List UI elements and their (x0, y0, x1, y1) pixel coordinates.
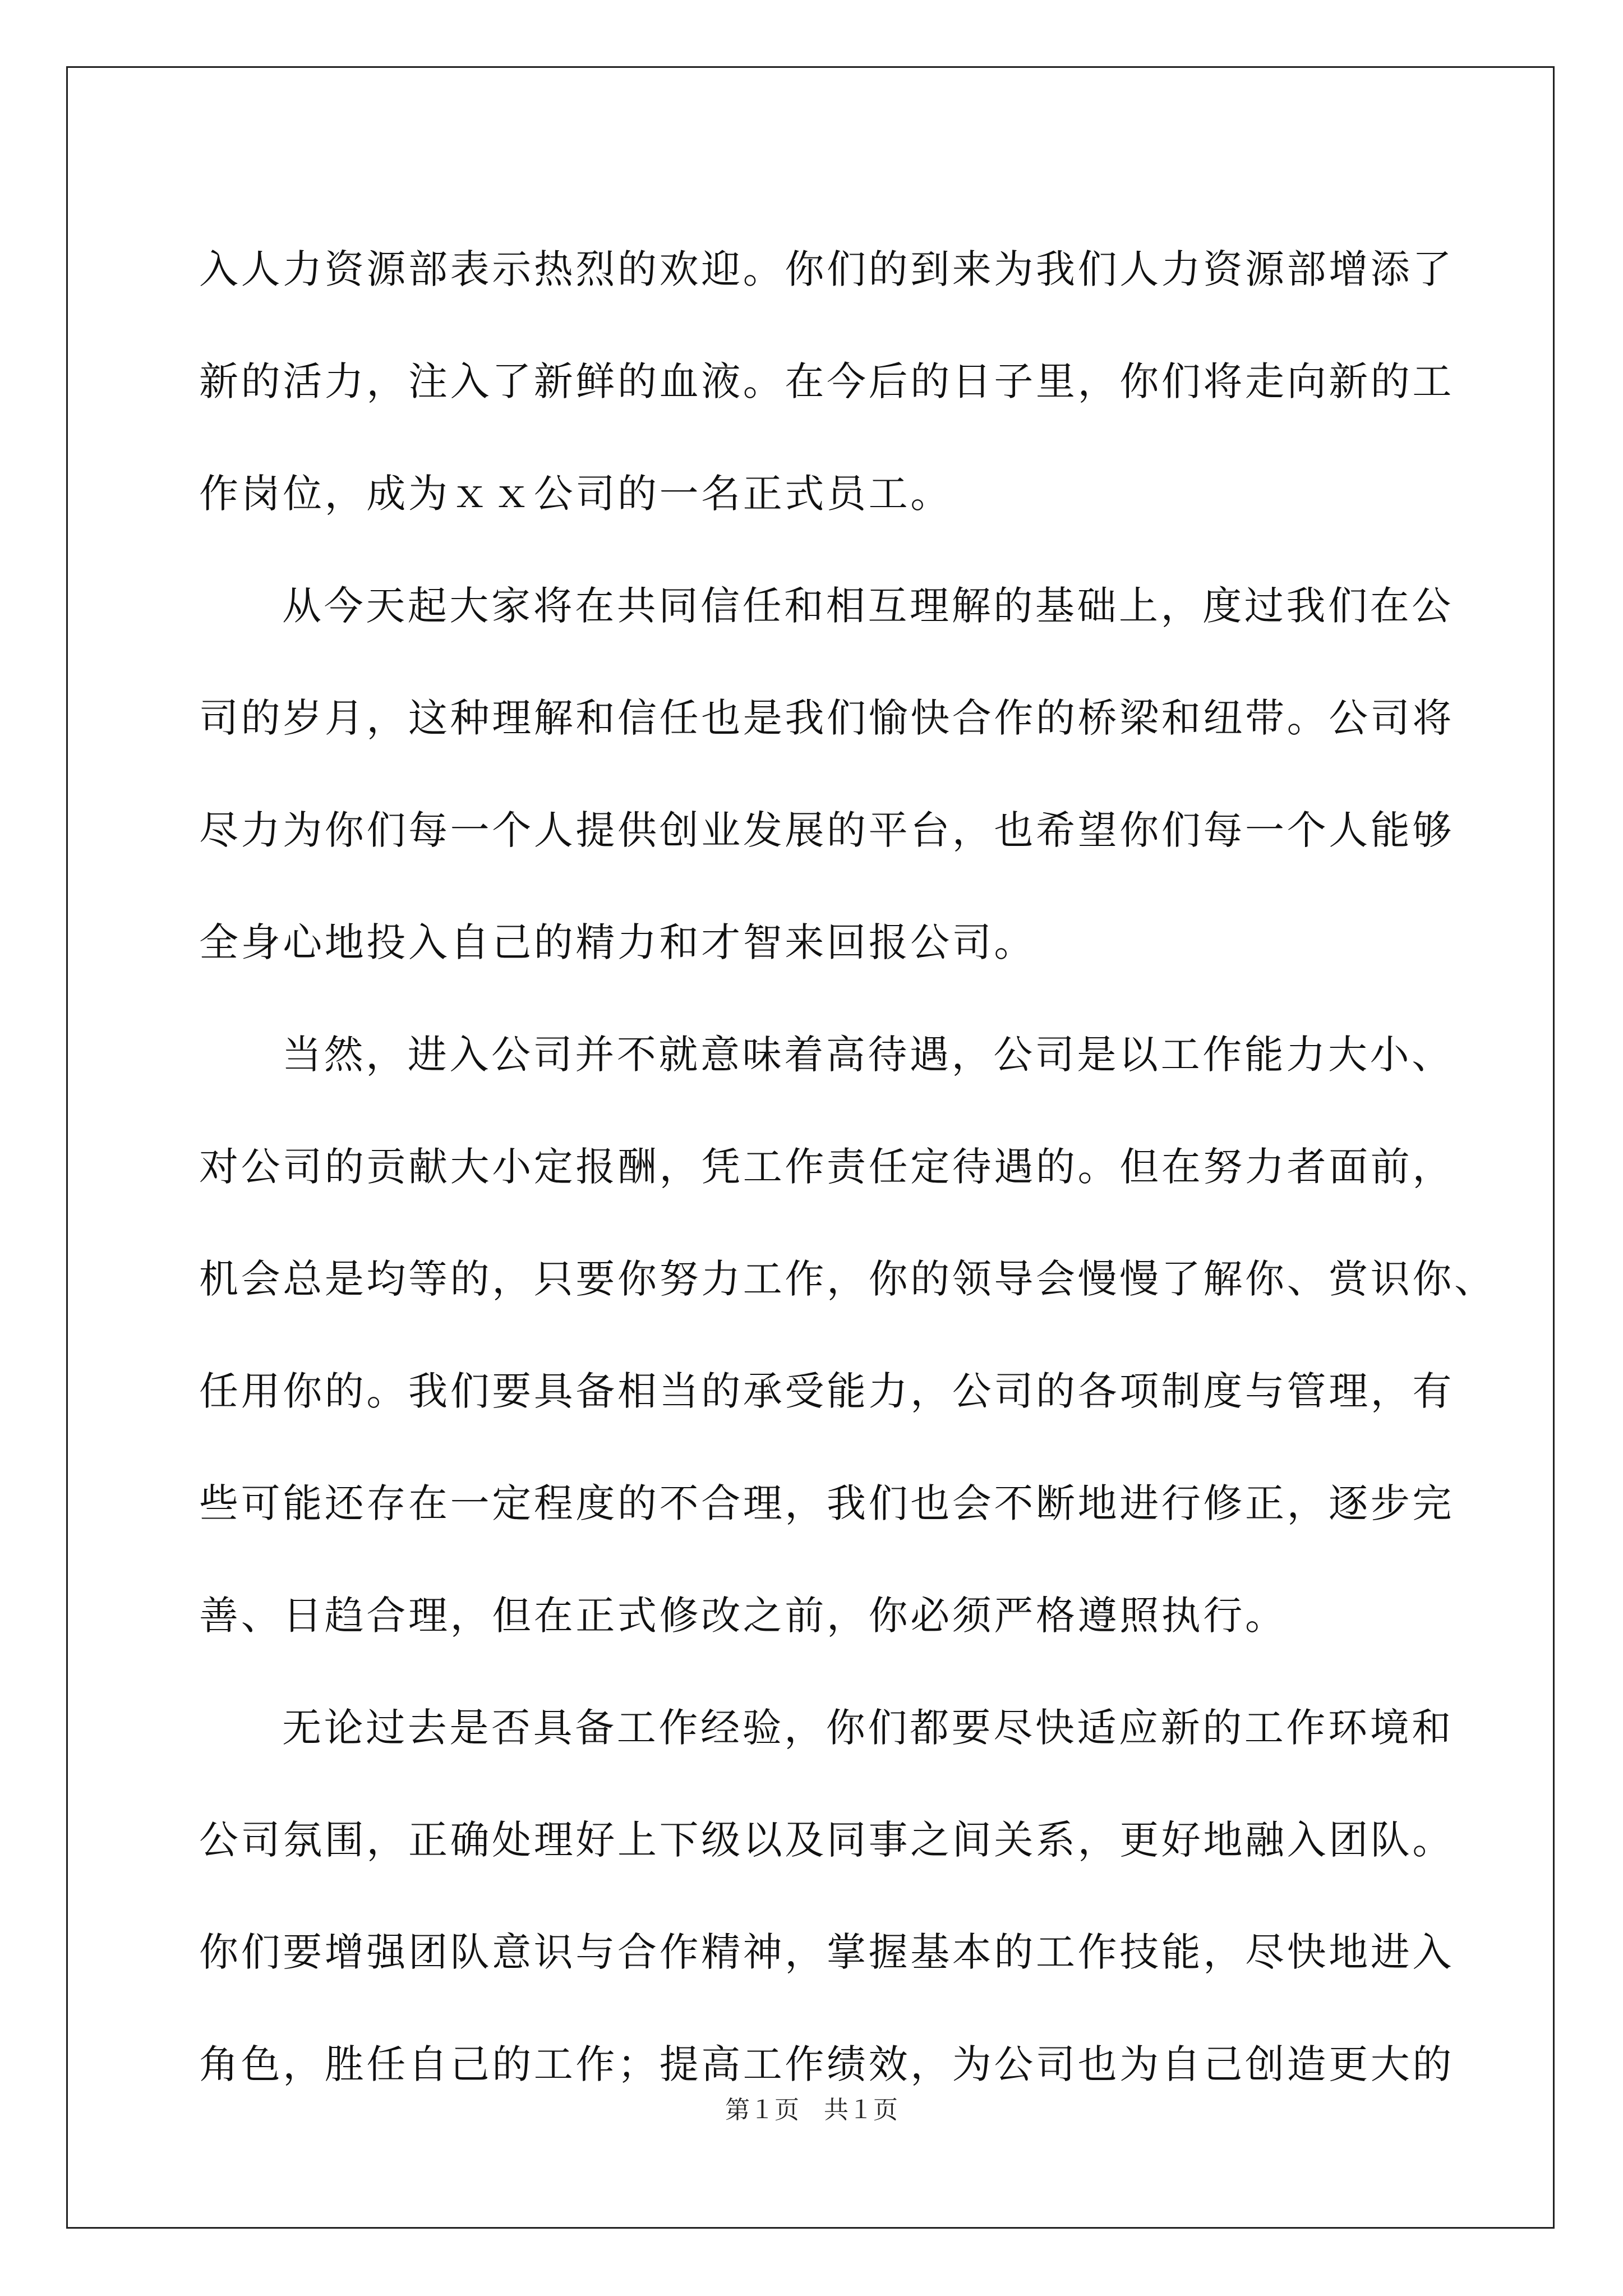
text-line: 作岗位，成为ｘｘ公司的一名正式员工。 (199, 471, 952, 517)
text-line: 公司氛围，正确处理好上下级以及同事之间关系，更好地融入团队。 (199, 1817, 1454, 1863)
text-line: 当然，进入公司并不就意味着高待遇，公司是以工作能力大小、 (282, 1032, 1454, 1078)
text-line: 新的活力，注入了新鲜的血液。在今后的日子里，你们将走向新的工 (199, 358, 1454, 404)
text-line: 对公司的贡献大小定报酬，凭工作责任定待遇的。但在努力者面前， (199, 1144, 1454, 1190)
text-line: 角色，胜任自己的工作；提高工作绩效，为公司也为自己创造更大的 (199, 2041, 1454, 2087)
text-line: 全身心地投入自己的精力和才智来回报公司。 (199, 919, 1036, 965)
text-line: 尽力为你们每一个人提供创业发展的平台，也希望你们每一个人能够 (199, 807, 1454, 853)
text-line: 机会总是均等的，只要你努力工作，你的领导会慢慢了解你、赏识你、 (199, 1256, 1496, 1302)
text-line: 你们要增强团队意识与合作精神，掌握基本的工作技能，尽快地进入 (199, 1929, 1454, 1975)
text-line: 些可能还存在一定程度的不合理，我们也会不断地进行修正，逐步完 (199, 1480, 1454, 1526)
text-line: 善、日趋合理，但在正式修改之前，你必须严格遵照执行。 (199, 1593, 1287, 1639)
page-footer: 第１页 共１页 (725, 2096, 898, 2124)
text-line: 无论过去是否具备工作经验，你们都要尽快适应新的工作环境和 (282, 1705, 1454, 1751)
text-line: 任用你的。我们要具备相当的承受能力，公司的各项制度与管理，有 (199, 1368, 1454, 1414)
text-line: 司的岁月，这种理解和信任也是我们愉快合作的桥梁和纽带。公司将 (199, 695, 1454, 741)
document-body (199, 213, 1496, 2120)
text-line: 从今天起大家将在共同信任和相互理解的基础上，度过我们在公 (282, 583, 1454, 629)
text-line: 入人力资源部表示热烈的欢迎。你们的到来为我们人力资源部增添了 (199, 246, 1454, 292)
